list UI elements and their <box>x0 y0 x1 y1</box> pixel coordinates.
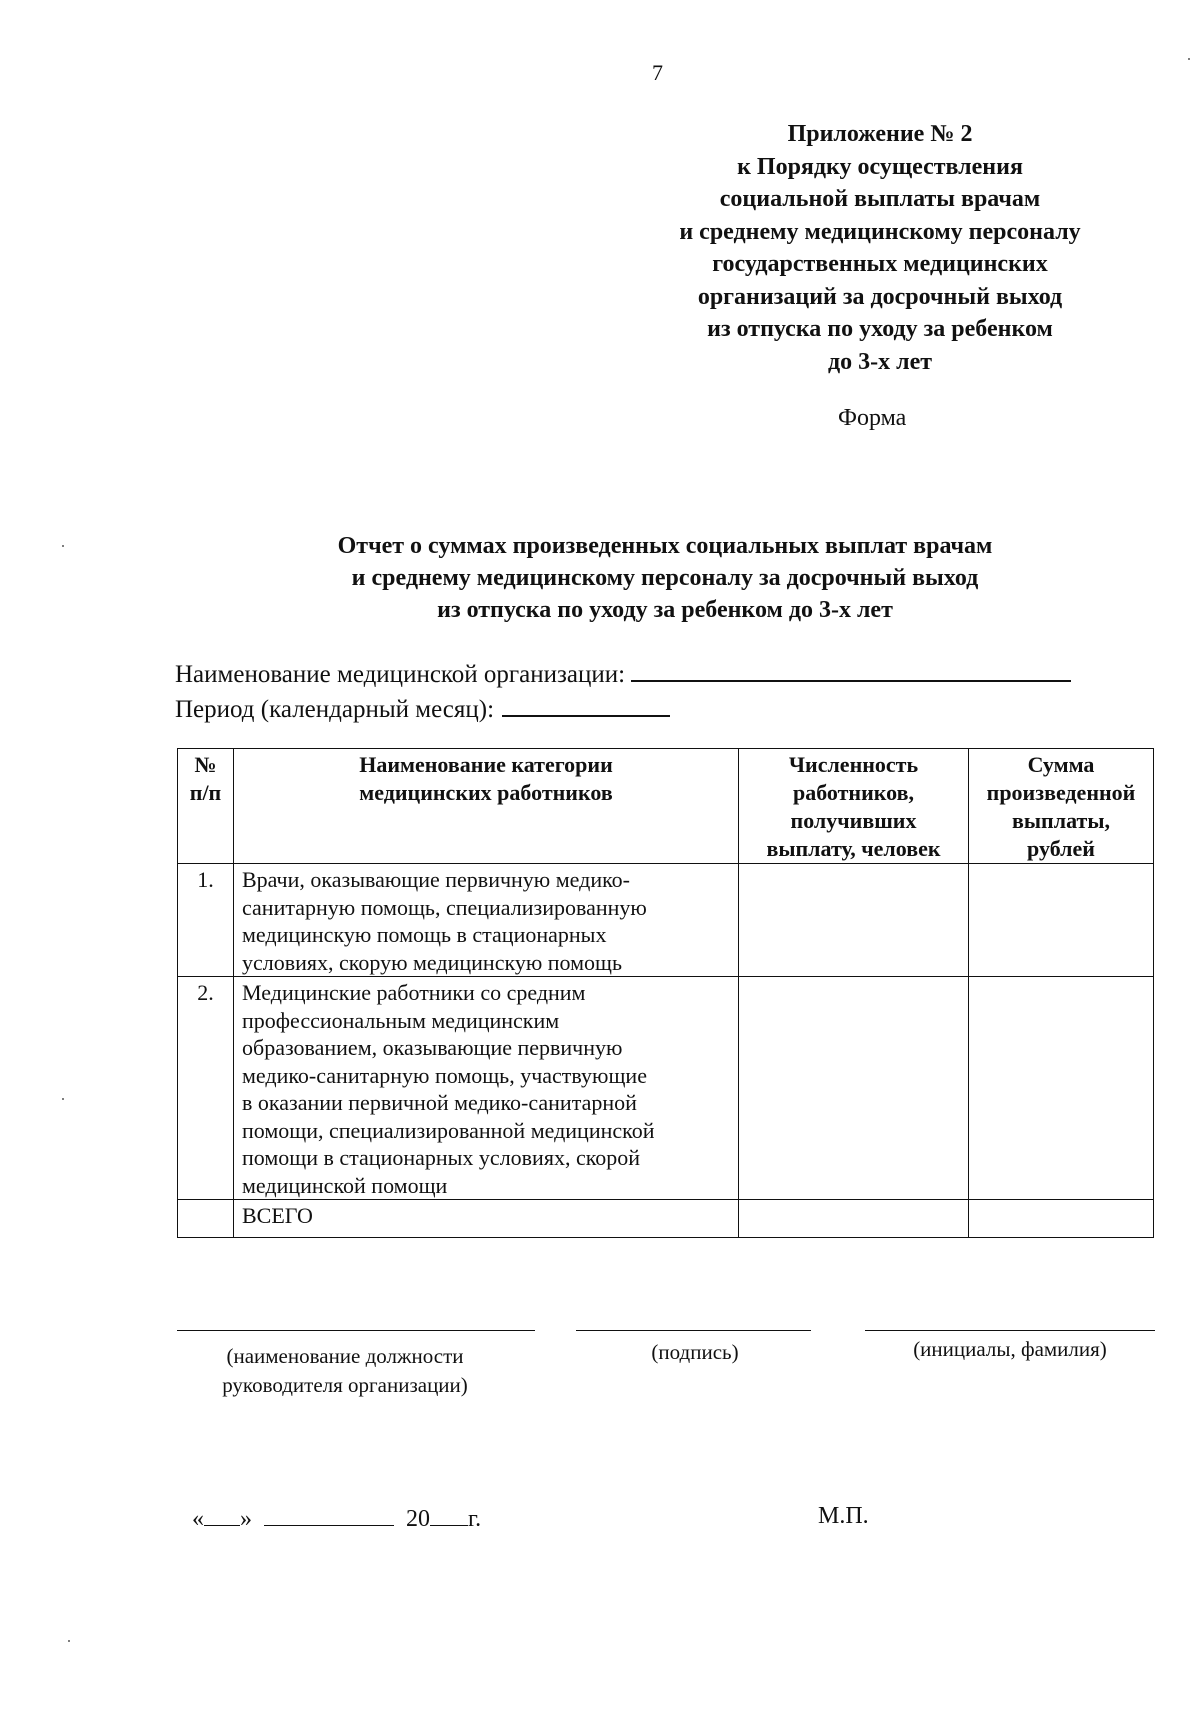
title-line: из отпуска по уходу за ребенком до 3-х лет <box>437 597 893 623</box>
appendix-line: Приложение № 2 <box>787 121 973 147</box>
header-count <box>739 749 969 864</box>
row-sum-cell[interactable] <box>969 864 1154 977</box>
period-field <box>175 695 670 724</box>
category-line: Врачи, оказывающие первичную медико- <box>242 867 630 892</box>
period-blank-line[interactable] <box>502 695 670 717</box>
total-count-cell[interactable] <box>739 1200 969 1238</box>
period-label: Период (календарный месяц): <box>175 696 495 723</box>
appendix-header <box>600 118 1160 378</box>
caption-line: (наименование должности <box>226 1344 464 1368</box>
row-count-cell[interactable] <box>739 864 969 977</box>
total-sum-cell[interactable] <box>969 1200 1154 1238</box>
appendix-line: и среднему медицинскому персоналу <box>679 218 1081 245</box>
signature-line[interactable] <box>576 1330 811 1331</box>
header-text: работников, <box>792 780 915 805</box>
total-num-cell <box>178 1200 234 1238</box>
row-category <box>234 977 739 1200</box>
category-line: медико-санитарную помощь, участвующие <box>242 1062 647 1088</box>
date-line <box>192 1505 481 1533</box>
category-line: профессиональным медицинским <box>242 1007 560 1033</box>
category-line: медицинской помощи <box>242 1172 448 1198</box>
scan-speck <box>68 1640 70 1642</box>
title-line: Отчет о суммах произведенных социальных выплат врачам <box>337 533 993 559</box>
scan-speck <box>1188 58 1190 60</box>
table-row <box>178 977 1154 1200</box>
year-suffix: г. <box>468 1506 482 1532</box>
page-number: 7 <box>652 60 663 85</box>
position-signature-line[interactable] <box>177 1330 535 1331</box>
stamp-placeholder: М.П. <box>818 1503 869 1529</box>
scan-speck <box>62 1098 64 1100</box>
row-count-cell[interactable] <box>739 977 969 1200</box>
header-text: получивших <box>790 808 917 833</box>
organization-label: Наименование медицинской организации: <box>175 661 626 688</box>
organization-blank-line[interactable] <box>631 660 1071 682</box>
signature-caption: (подпись) <box>651 1340 739 1364</box>
category-line: в оказании первичной медико-санитарной <box>242 1090 637 1115</box>
category-line: образованием, оказывающие первичную <box>242 1035 623 1060</box>
appendix-line: государственных медицинских <box>712 251 1048 277</box>
month-blank[interactable] <box>264 1505 394 1526</box>
category-line: санитарную помощь, специализированную <box>242 894 647 920</box>
row-category <box>234 864 739 977</box>
header-category <box>234 749 739 864</box>
appendix-line: из отпуска по уходу за ребенком <box>707 316 1053 342</box>
day-blank[interactable] <box>204 1505 240 1526</box>
year-blank[interactable] <box>430 1505 468 1526</box>
header-text: рублей <box>1027 836 1095 861</box>
row-sum-cell[interactable] <box>969 977 1154 1200</box>
table-row <box>178 864 1154 977</box>
appendix-line: до 3-х лет <box>827 348 933 375</box>
initials-caption: (инициалы, фамилия) <box>913 1337 1107 1361</box>
year-prefix: 20 <box>406 1506 430 1532</box>
total-row <box>178 1200 1154 1238</box>
header-text: Сумма <box>1027 752 1095 777</box>
header-text: выплаты, <box>1012 808 1110 833</box>
appendix-line: организаций за досрочный выход <box>697 283 1063 310</box>
header-sum <box>969 749 1154 864</box>
header-text: выплату, человек <box>766 836 941 861</box>
header-text: № <box>194 752 217 777</box>
position-caption <box>200 1342 490 1400</box>
form-label: Форма <box>838 405 907 431</box>
category-line: условиях, скорую медицинскую помощь <box>242 949 623 975</box>
header-text: Численность <box>788 752 919 777</box>
category-line: медицинскую помощь в стационарных <box>242 922 607 947</box>
row-number: 1. <box>178 864 234 977</box>
organization-field <box>175 660 1071 689</box>
report-title <box>180 530 1150 626</box>
appendix-line: социальной выплаты врачам <box>719 186 1041 212</box>
appendix-line: к Порядку осуществления <box>737 153 1023 180</box>
row-number: 2. <box>178 977 234 1200</box>
header-text: п/п <box>189 780 222 805</box>
date-open-quote: « <box>192 1506 204 1532</box>
caption-line: руководителя организации) <box>222 1373 468 1397</box>
category-line: помощи в стационарных условиях, скорой <box>242 1145 641 1170</box>
header-text: произведенной <box>986 780 1136 805</box>
header-text: медицинских работников <box>359 780 613 805</box>
total-label: ВСЕГО <box>234 1200 739 1238</box>
report-table <box>177 748 1154 1238</box>
category-line: помощи, специализированной медицинской <box>242 1117 655 1143</box>
header-num <box>178 749 234 864</box>
date-close-quote: » <box>240 1506 252 1532</box>
scan-speck <box>62 545 64 547</box>
header-text: Наименование категории <box>359 752 613 777</box>
category-line: Медицинские работники со средним <box>242 980 586 1005</box>
title-line: и среднему медицинскому персоналу за досрочный выход <box>351 565 979 591</box>
table-header-row <box>178 749 1154 864</box>
initials-signature-line[interactable] <box>865 1330 1155 1331</box>
